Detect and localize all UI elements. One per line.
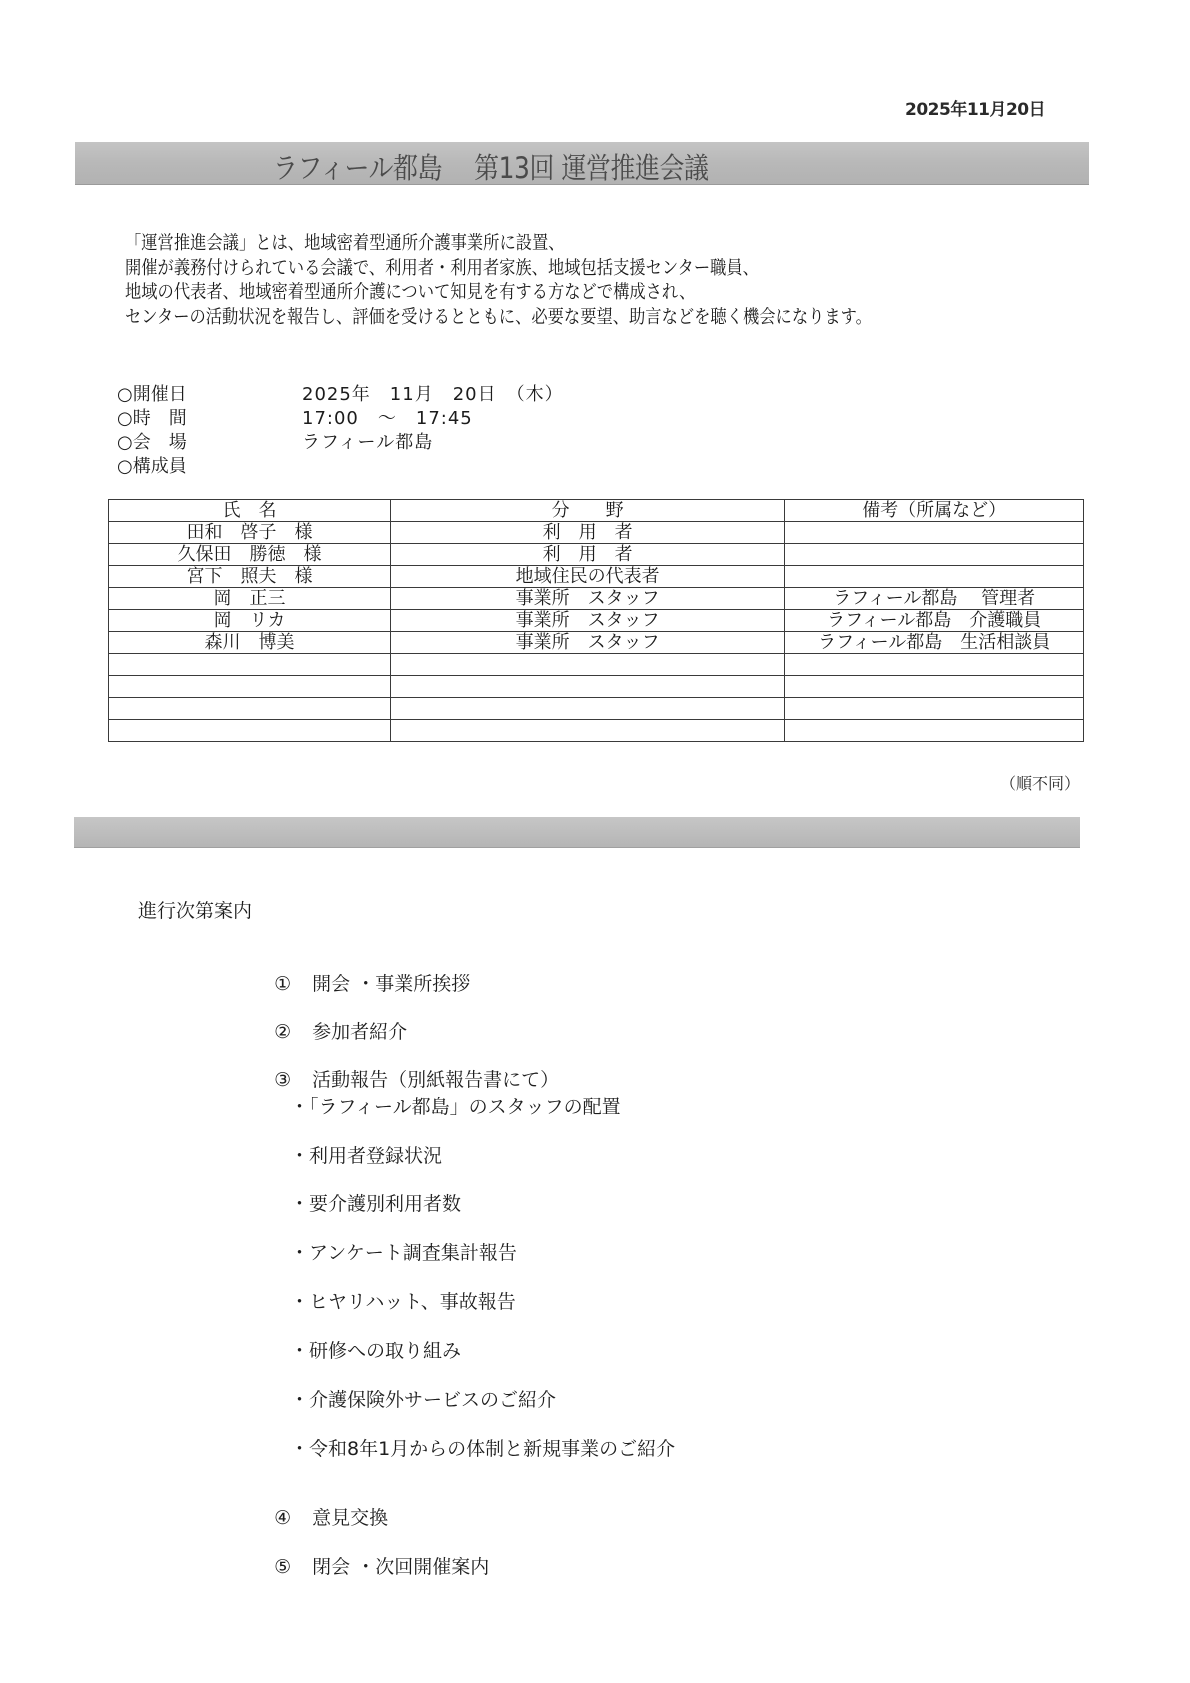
- cell-name: [109, 654, 391, 676]
- cell-name: [109, 676, 391, 698]
- agenda-item: [250, 1530, 489, 1601]
- agenda-label: 意見交換: [312, 1507, 389, 1529]
- table-row: [109, 544, 1084, 566]
- table-row: [109, 610, 1084, 632]
- info-label: ○会 場: [117, 432, 187, 453]
- info-value: 17:00 ～ 17:45: [302, 408, 473, 429]
- intro-line: 「運営推進会議」とは、地域密着型通所介護事業所に設置、: [125, 233, 565, 254]
- members-table: [108, 499, 1084, 742]
- cell-name: [109, 720, 391, 742]
- cell-field: [390, 720, 784, 742]
- header-field: 分 野: [390, 500, 784, 522]
- agenda-sub-item: ・「ラフィール都島」のスタッフの配置: [290, 1096, 621, 1118]
- info-row-date: [117, 383, 564, 407]
- agenda-sub-item: ・研修への取り組み: [290, 1340, 462, 1362]
- table-row: [109, 676, 1084, 698]
- order-note: （順不同）: [1000, 774, 1081, 793]
- cell-field: 利 用 者: [390, 544, 784, 566]
- cell-field: 地域住民の代表者: [390, 566, 784, 588]
- title-banner: [75, 142, 1089, 185]
- info-value: ラフィール都島: [302, 432, 434, 453]
- intro-line: 地域の代表者、地域密着型通所介護について知見を有する方などで構成され、: [125, 282, 696, 303]
- agenda-sub-item: ・令和8年1月からの体制と新規事業のご紹介: [290, 1438, 676, 1460]
- cell-note: [785, 676, 1084, 698]
- cell-name: 森川 博美: [109, 632, 391, 654]
- cell-field: [390, 676, 784, 698]
- agenda-sub-item: ・アンケート調査集計報告: [290, 1242, 517, 1264]
- document-title: ラフィール都島 第13回 運営推進会議: [273, 151, 709, 185]
- table-row: [109, 720, 1084, 742]
- cell-field: [390, 654, 784, 676]
- agenda-sub-item: ・ヒヤリハット、事故報告: [290, 1291, 516, 1313]
- table-row: [109, 632, 1084, 654]
- document-date: 2025年11月20日: [905, 100, 1046, 120]
- cell-name: 久保田 勝徳 様: [109, 544, 391, 566]
- cell-field: 事業所 スタッフ: [390, 610, 784, 632]
- cell-name: 田和 啓子 様: [109, 522, 391, 544]
- cell-field: 事業所 スタッフ: [390, 588, 784, 610]
- agenda-label: 参加者紹介: [312, 1021, 408, 1043]
- cell-field: [390, 698, 784, 720]
- table-row: [109, 698, 1084, 720]
- intro-line: センターの活動状況を報告し、評価を受けるとともに、必要な要望、助言などを聴く機会になります。: [125, 306, 872, 328]
- cell-note: [785, 566, 1084, 588]
- info-label: ○時 間: [117, 408, 187, 429]
- agenda-number: ①: [274, 973, 292, 995]
- agenda-label: 活動報告（別紙報告書にて）: [312, 1069, 560, 1091]
- members-table-body: [109, 522, 1084, 742]
- meeting-info: [117, 383, 564, 479]
- table-row: [109, 566, 1084, 588]
- cell-name: 岡 正三: [109, 588, 391, 610]
- info-row-time: [117, 407, 564, 431]
- agenda-title: 進行次第案内: [138, 900, 253, 922]
- table-row: [109, 522, 1084, 544]
- header-name: 氏 名: [109, 500, 391, 522]
- cell-note: [785, 544, 1084, 566]
- table-header-row: [109, 500, 1084, 522]
- info-row-members: [117, 455, 564, 479]
- info-label: ○開催日: [117, 384, 187, 405]
- cell-note: [785, 698, 1084, 720]
- info-value: 2025年 11月 20日 （木）: [302, 384, 564, 405]
- section-divider-band: [74, 817, 1080, 848]
- cell-note: ラフィール都島 管理者: [785, 588, 1084, 610]
- intro-line: 開催が義務付けられている会議で、利用者・利用者家族、地域包括支援センター職員、: [125, 257, 759, 279]
- agenda-label: 閉会 ・次回開催案内: [312, 1556, 490, 1578]
- intro-paragraph: [125, 232, 872, 330]
- agenda-number: ②: [274, 1021, 292, 1043]
- cell-field: 事業所 スタッフ: [390, 632, 784, 654]
- agenda-number: ③: [274, 1069, 292, 1091]
- info-row-venue: [117, 431, 564, 455]
- agenda-sub-item: ・利用者登録状況: [290, 1145, 443, 1167]
- agenda-number: ⑤: [274, 1556, 292, 1578]
- cell-note: [785, 720, 1084, 742]
- header-note: 備考（所属など）: [785, 500, 1084, 522]
- info-label: ○構成員: [117, 456, 187, 477]
- agenda-sub-item: ・介護保険外サービスのご紹介: [290, 1389, 557, 1411]
- cell-field: 利 用 者: [390, 522, 784, 544]
- cell-name: 宮下 照夫 様: [109, 566, 391, 588]
- table-row: [109, 588, 1084, 610]
- cell-note: [785, 654, 1084, 676]
- cell-name: [109, 698, 391, 720]
- cell-note: ラフィール都島 介護職員: [785, 610, 1084, 632]
- cell-note: ラフィール都島 生活相談員: [785, 632, 1084, 654]
- cell-name: 岡 リカ: [109, 610, 391, 632]
- agenda-sub-item: ・要介護別利用者数: [290, 1193, 462, 1215]
- cell-note: [785, 522, 1084, 544]
- table-row: [109, 654, 1084, 676]
- agenda-number: ④: [274, 1507, 292, 1529]
- agenda-label: 開会 ・事業所挨拶: [312, 973, 471, 995]
